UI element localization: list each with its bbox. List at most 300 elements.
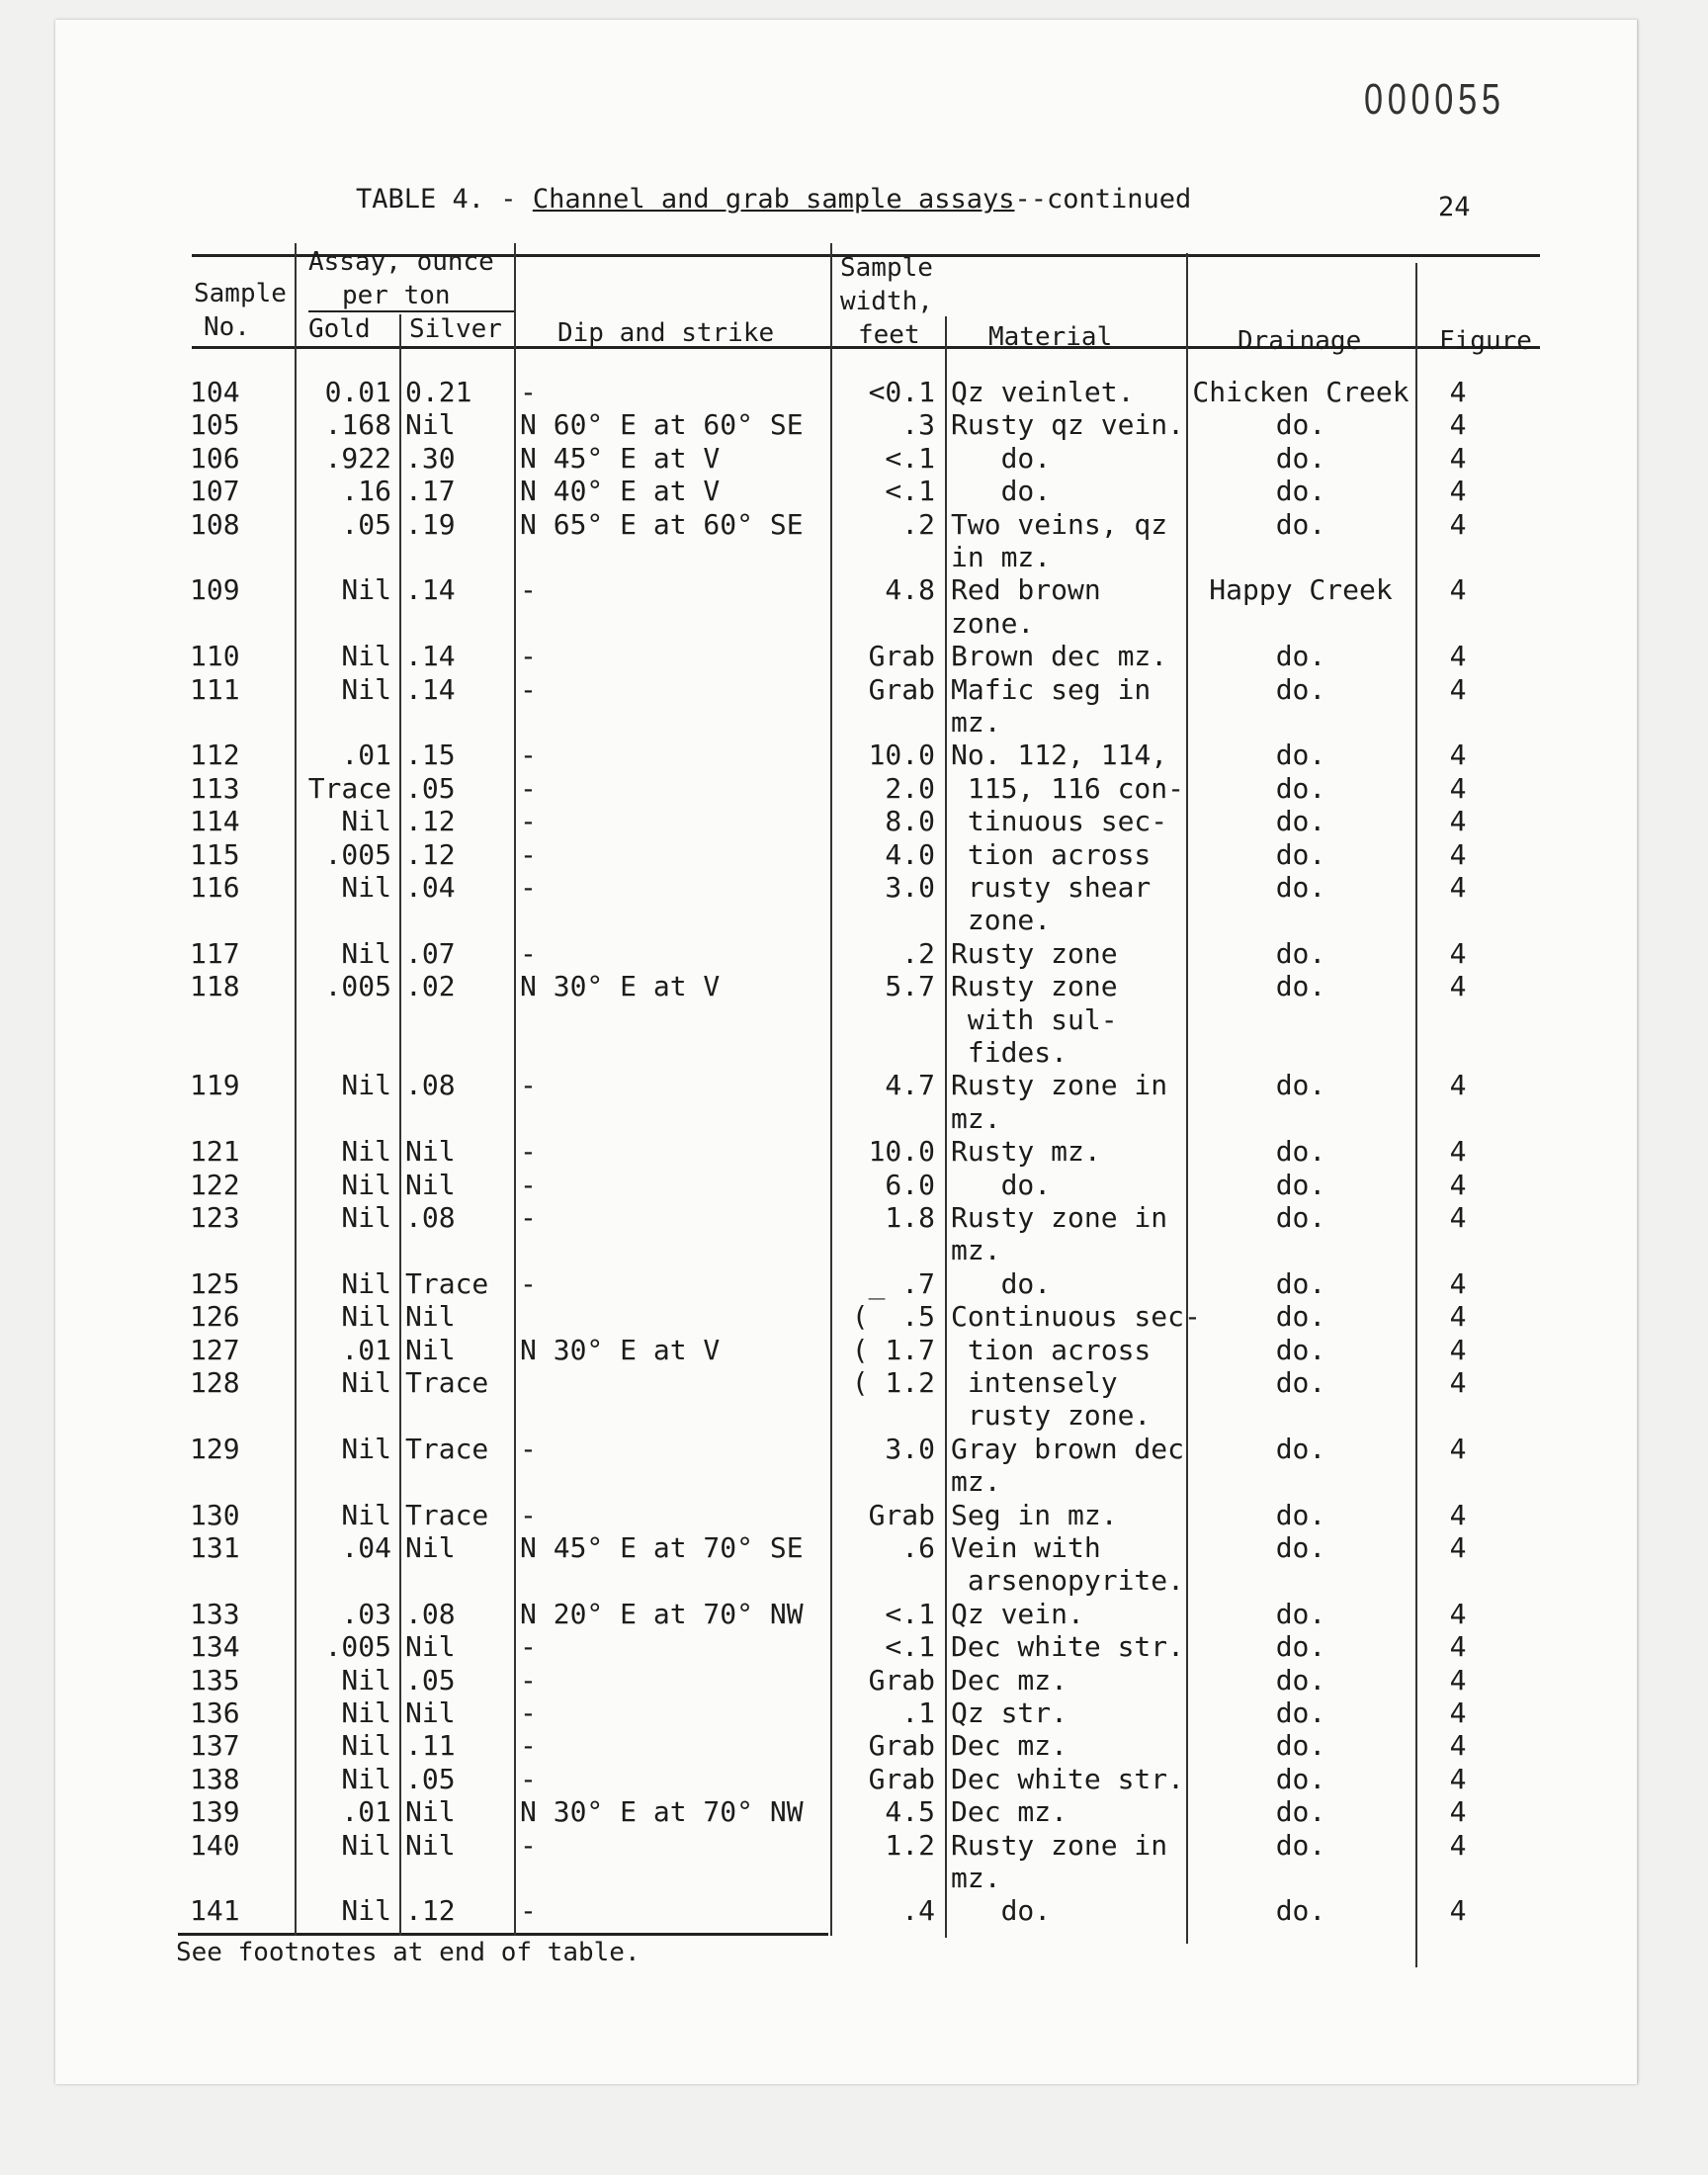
cell-gold: Nil xyxy=(341,1168,391,1201)
cell-width: 10.0 xyxy=(868,1135,935,1169)
cell-drainage: Happy Creek xyxy=(1209,573,1393,607)
cell-gold: .168 xyxy=(324,408,391,442)
cell-gold: 0.01 xyxy=(324,376,391,408)
cell-no: 114 xyxy=(190,805,240,838)
cell-silver: Nil xyxy=(405,1531,456,1564)
cell-no: 104 xyxy=(190,376,240,408)
cell-material: Dec mz. xyxy=(951,1663,1068,1696)
cell-silver: .07 xyxy=(405,936,456,970)
cell-no: 113 xyxy=(190,771,240,805)
cell-gold: Nil xyxy=(341,1828,391,1862)
cell-material: Red brown xyxy=(951,573,1101,607)
cell-drainage: do. xyxy=(1275,1630,1326,1664)
cell-drainage: do. xyxy=(1275,1597,1326,1630)
cell-dip: - xyxy=(520,837,537,871)
cell-silver: Trace xyxy=(405,1366,489,1399)
cell-no: 127 xyxy=(190,1333,240,1366)
cell-silver: Nil xyxy=(405,1333,456,1366)
cell-no: 110 xyxy=(190,640,240,673)
cell-width: ( .5 xyxy=(851,1300,935,1334)
cell-no: 119 xyxy=(190,1069,240,1102)
cell-silver: Nil xyxy=(405,1168,456,1201)
cell-no: 112 xyxy=(190,739,240,772)
cell-material: zone. xyxy=(951,606,1035,640)
table-title xyxy=(356,184,1191,215)
cell-figure: 4 xyxy=(1449,1168,1467,1201)
cell-no: 122 xyxy=(190,1168,240,1201)
cell-width: Grab xyxy=(868,1663,935,1696)
cell-figure: 4 xyxy=(1449,837,1467,871)
cell-material: Rusty zone in xyxy=(951,1201,1168,1234)
header-width-2: width, xyxy=(840,287,933,316)
cell-no: 129 xyxy=(190,1432,240,1465)
cell-width: Grab xyxy=(868,1729,935,1763)
cell-width: 1.2 xyxy=(885,1828,935,1862)
cell-dip: - xyxy=(520,573,537,607)
cell-width: 4.5 xyxy=(885,1795,935,1829)
table-bottom-rule xyxy=(178,1933,828,1936)
cell-drainage: do. xyxy=(1275,1069,1326,1102)
page-stamp: 000055 xyxy=(1364,75,1505,124)
cell-silver: .05 xyxy=(405,1762,456,1795)
cell-silver: .08 xyxy=(405,1597,456,1630)
cell-figure: 4 xyxy=(1449,805,1467,838)
cell-width: 6.0 xyxy=(885,1168,935,1201)
cell-figure: 4 xyxy=(1449,640,1467,673)
cell-width: Grab xyxy=(868,1498,935,1531)
cell-figure: 4 xyxy=(1449,475,1467,508)
cell-material: with sul- xyxy=(951,1002,1118,1036)
cell-drainage: Chicken Creek xyxy=(1192,376,1409,408)
cell-width: 4.8 xyxy=(885,573,935,607)
cell-dip: - xyxy=(520,1266,537,1300)
cell-silver: Nil xyxy=(405,1696,456,1729)
cell-silver: Nil xyxy=(405,1300,456,1334)
header-gold: Gold xyxy=(308,314,371,344)
cell-figure: 4 xyxy=(1449,672,1467,706)
cell-no: 141 xyxy=(190,1894,240,1928)
cell-material: Mafic seg in xyxy=(951,672,1152,706)
cell-no: 109 xyxy=(190,573,240,607)
header-silver: Silver xyxy=(409,314,502,344)
cell-no: 116 xyxy=(190,871,240,904)
cell-material: mz. xyxy=(951,1234,1001,1267)
cell-dip: - xyxy=(520,1201,537,1234)
col-line-1 xyxy=(295,243,297,1936)
cell-material: Dec mz. xyxy=(951,1795,1068,1829)
cell-dip: - xyxy=(520,805,537,838)
cell-dip: N 30° E at V xyxy=(520,970,721,1003)
cell-dip: - xyxy=(520,1069,537,1102)
cell-figure: 4 xyxy=(1449,1762,1467,1795)
title-prefix: TABLE 4. - xyxy=(356,184,533,215)
cell-dip: N 30° E at V xyxy=(520,1333,721,1366)
cell-drainage: do. xyxy=(1275,1432,1326,1465)
cell-no: 105 xyxy=(190,408,240,442)
cell-drainage: do. xyxy=(1275,1663,1326,1696)
cell-width: ( 1.7 xyxy=(851,1333,935,1366)
page-number: 24 xyxy=(1438,192,1471,222)
cell-gold: Nil xyxy=(341,1266,391,1300)
cell-no: 108 xyxy=(190,507,240,541)
cell-drainage: do. xyxy=(1275,1795,1326,1829)
cell-width: .6 xyxy=(901,1531,935,1564)
cell-figure: 4 xyxy=(1449,1597,1467,1630)
cell-dip: N 30° E at 70° NW xyxy=(520,1795,804,1829)
cell-no: 131 xyxy=(190,1531,240,1564)
cell-gold: .005 xyxy=(324,970,391,1003)
cell-material: Dec mz. xyxy=(951,1729,1068,1763)
cell-silver: Trace xyxy=(405,1498,489,1531)
cell-material: Qz veinlet. xyxy=(951,376,1135,408)
cell-width: 4.0 xyxy=(885,837,935,871)
cell-material: zone. xyxy=(951,904,1052,937)
cell-width: 2.0 xyxy=(885,771,935,805)
cell-no: 138 xyxy=(190,1762,240,1795)
cell-gold: Nil xyxy=(341,672,391,706)
cell-width: .2 xyxy=(901,936,935,970)
cell-width: 4.7 xyxy=(885,1069,935,1102)
cell-silver: Nil xyxy=(405,1630,456,1664)
cell-width: <.1 xyxy=(885,441,935,475)
cell-no: 117 xyxy=(190,936,240,970)
cell-material: fides. xyxy=(951,1036,1068,1069)
cell-width: 8.0 xyxy=(885,805,935,838)
cell-dip: N 60° E at 60° SE xyxy=(520,408,804,442)
cell-dip: - xyxy=(520,1498,537,1531)
cell-figure: 4 xyxy=(1449,573,1467,607)
cell-drainage: do. xyxy=(1275,640,1326,673)
cell-no: 121 xyxy=(190,1135,240,1169)
cell-dip: - xyxy=(520,1729,537,1763)
cell-drainage: do. xyxy=(1275,805,1326,838)
cell-drainage: do. xyxy=(1275,1498,1326,1531)
cell-no: 139 xyxy=(190,1795,240,1829)
cell-silver: .12 xyxy=(405,837,456,871)
cell-dip: - xyxy=(520,1663,537,1696)
cell-material: tion across xyxy=(951,837,1152,871)
cell-dip: N 45° E at 70° SE xyxy=(520,1531,804,1564)
cell-drainage: do. xyxy=(1275,1828,1326,1862)
cell-silver: .04 xyxy=(405,871,456,904)
cell-drainage: do. xyxy=(1275,1366,1326,1399)
cell-drainage: do. xyxy=(1275,1729,1326,1763)
cell-material: Rusty zone in xyxy=(951,1069,1168,1102)
cell-gold: Nil xyxy=(341,1894,391,1928)
cell-no: 134 xyxy=(190,1630,240,1664)
cell-width: .1 xyxy=(901,1696,935,1729)
cell-silver: .19 xyxy=(405,507,456,541)
cell-drainage: do. xyxy=(1275,1201,1326,1234)
cell-gold: .16 xyxy=(341,475,391,508)
cell-no: 130 xyxy=(190,1498,240,1531)
cell-gold: .01 xyxy=(341,739,391,772)
cell-material: do. xyxy=(951,441,1052,475)
header-assay-2: per ton xyxy=(342,281,451,310)
cell-gold: Nil xyxy=(341,1663,391,1696)
cell-no: 123 xyxy=(190,1201,240,1234)
cell-figure: 4 xyxy=(1449,871,1467,904)
cell-dip: - xyxy=(520,739,537,772)
cell-material: Rusty mz. xyxy=(951,1135,1101,1169)
cell-figure: 4 xyxy=(1449,739,1467,772)
cell-figure: 4 xyxy=(1449,1135,1467,1169)
cell-dip: - xyxy=(520,640,537,673)
cell-figure: 4 xyxy=(1449,771,1467,805)
cell-dip: - xyxy=(520,1696,537,1729)
cell-material: Dec white str. xyxy=(951,1630,1185,1664)
cell-gold: Nil xyxy=(341,936,391,970)
cell-material: Continuous sec- xyxy=(951,1300,1201,1334)
cell-drainage: do. xyxy=(1275,408,1326,442)
header-sample-1: Sample xyxy=(194,279,287,308)
cell-width: <0.1 xyxy=(868,376,935,408)
col-line-7 xyxy=(1415,263,1417,1967)
cell-silver: .14 xyxy=(405,640,456,673)
cell-no: 136 xyxy=(190,1696,240,1729)
cell-silver: .12 xyxy=(405,1894,456,1928)
cell-dip: - xyxy=(520,771,537,805)
cell-drainage: do. xyxy=(1275,1135,1326,1169)
cell-figure: 4 xyxy=(1449,1366,1467,1399)
cell-no: 135 xyxy=(190,1663,240,1696)
cell-gold: Nil xyxy=(341,1135,391,1169)
cell-drainage: do. xyxy=(1275,771,1326,805)
cell-figure: 4 xyxy=(1449,1795,1467,1829)
cell-width: <.1 xyxy=(885,1597,935,1630)
cell-no: 133 xyxy=(190,1597,240,1630)
cell-silver: .05 xyxy=(405,1663,456,1696)
cell-silver: .12 xyxy=(405,805,456,838)
cell-material: Seg in mz. xyxy=(951,1498,1118,1531)
cell-gold: Nil xyxy=(341,871,391,904)
cell-dip: - xyxy=(520,1828,537,1862)
cell-no: 125 xyxy=(190,1266,240,1300)
cell-figure: 4 xyxy=(1449,1729,1467,1763)
cell-dip: - xyxy=(520,1432,537,1465)
cell-silver: Nil xyxy=(405,1828,456,1862)
cell-dip: N 45° E at V xyxy=(520,441,721,475)
cell-width: .3 xyxy=(901,408,935,442)
cell-figure: 4 xyxy=(1449,1432,1467,1465)
title-underlined: Channel and grab sample assays xyxy=(532,184,1015,215)
cell-drainage: do. xyxy=(1275,837,1326,871)
cell-figure: 4 xyxy=(1449,970,1467,1003)
cell-material: Dec white str. xyxy=(951,1762,1185,1795)
cell-material: Rusty qz vein. xyxy=(951,408,1185,442)
cell-silver: .08 xyxy=(405,1201,456,1234)
cell-material: Rusty zone in xyxy=(951,1828,1168,1862)
cell-gold: Nil xyxy=(341,1729,391,1763)
cell-gold: .01 xyxy=(341,1795,391,1829)
cell-no: 137 xyxy=(190,1729,240,1763)
cell-figure: 4 xyxy=(1449,1696,1467,1729)
cell-gold: .005 xyxy=(324,1630,391,1664)
cell-gold: .04 xyxy=(341,1531,391,1564)
cell-material: Rusty zone xyxy=(951,970,1118,1003)
cell-dip: - xyxy=(520,1168,537,1201)
col-line-4 xyxy=(830,243,832,1936)
cell-dip: - xyxy=(520,871,537,904)
cell-figure: 4 xyxy=(1449,1201,1467,1234)
cell-no: 111 xyxy=(190,672,240,706)
cell-silver: .17 xyxy=(405,475,456,508)
cell-silver: Nil xyxy=(405,1135,456,1169)
header-width-3: feet xyxy=(858,320,920,350)
cell-material: rusty shear xyxy=(951,871,1152,904)
header-material: Material xyxy=(988,322,1113,352)
cell-no: 106 xyxy=(190,441,240,475)
cell-silver: .15 xyxy=(405,739,456,772)
cell-gold: .005 xyxy=(324,837,391,871)
cell-no: 126 xyxy=(190,1300,240,1334)
cell-material: 115, 116 con- xyxy=(951,771,1185,805)
cell-silver: .11 xyxy=(405,1729,456,1763)
col-line-2 xyxy=(399,314,401,1936)
cell-figure: 4 xyxy=(1449,1300,1467,1334)
cell-drainage: do. xyxy=(1275,1266,1326,1300)
cell-gold: Nil xyxy=(341,1762,391,1795)
cell-dip: - xyxy=(520,672,537,706)
cell-width: ( 1.2 xyxy=(851,1366,935,1399)
cell-material: No. 112, 114, xyxy=(951,739,1168,772)
cell-width: Grab xyxy=(868,1762,935,1795)
cell-figure: 4 xyxy=(1449,441,1467,475)
cell-width: 3.0 xyxy=(885,871,935,904)
cell-width: 3.0 xyxy=(885,1432,935,1465)
cell-material: Brown dec mz. xyxy=(951,640,1168,673)
cell-material: do. xyxy=(951,1168,1052,1201)
cell-figure: 4 xyxy=(1449,936,1467,970)
assay-underline-rule xyxy=(308,310,514,312)
cell-gold: Nil xyxy=(341,1696,391,1729)
header-drainage: Drainage xyxy=(1238,326,1362,356)
cell-no: 140 xyxy=(190,1828,240,1862)
cell-figure: 4 xyxy=(1449,1630,1467,1664)
cell-material: arsenopyrite. xyxy=(951,1564,1185,1598)
col-line-3 xyxy=(514,243,516,1936)
cell-drainage: do. xyxy=(1275,507,1326,541)
header-assay-1: Assay, ounce xyxy=(308,247,494,277)
cell-material: Rusty zone xyxy=(951,936,1118,970)
cell-dip: N 40° E at V xyxy=(520,475,721,508)
cell-gold: Nil xyxy=(341,1366,391,1399)
cell-drainage: do. xyxy=(1275,936,1326,970)
cell-figure: 4 xyxy=(1449,1531,1467,1564)
cell-material: Qz vein. xyxy=(951,1597,1084,1630)
cell-gold: Nil xyxy=(341,573,391,607)
cell-width: <.1 xyxy=(885,475,935,508)
cell-width: _ .7 xyxy=(868,1266,935,1300)
footnote: See footnotes at end of table. xyxy=(176,1938,640,1967)
cell-drainage: do. xyxy=(1275,441,1326,475)
cell-dip: N 20° E at 70° NW xyxy=(520,1597,804,1630)
cell-drainage: do. xyxy=(1275,475,1326,508)
cell-no: 128 xyxy=(190,1366,240,1399)
cell-width: .2 xyxy=(901,507,935,541)
cell-width: 5.7 xyxy=(885,970,935,1003)
cell-width: .4 xyxy=(901,1894,935,1928)
cell-figure: 4 xyxy=(1449,1266,1467,1300)
cell-gold: Nil xyxy=(341,805,391,838)
cell-silver: .14 xyxy=(405,672,456,706)
cell-gold: .01 xyxy=(341,1333,391,1366)
cell-silver: .30 xyxy=(405,441,456,475)
cell-dip: N 65° E at 60° SE xyxy=(520,507,804,541)
cell-figure: 4 xyxy=(1449,1663,1467,1696)
cell-drainage: do. xyxy=(1275,739,1326,772)
cell-gold: Nil xyxy=(341,1201,391,1234)
header-dip: Dip and strike xyxy=(557,318,775,348)
cell-material: do. xyxy=(951,1266,1052,1300)
cell-dip: - xyxy=(520,1762,537,1795)
cell-gold: Nil xyxy=(341,1300,391,1334)
cell-silver: .08 xyxy=(405,1069,456,1102)
cell-width: 10.0 xyxy=(868,739,935,772)
cell-material: Vein with xyxy=(951,1531,1101,1564)
cell-dip: - xyxy=(520,1135,537,1169)
cell-silver: Trace xyxy=(405,1432,489,1465)
cell-silver: .02 xyxy=(405,970,456,1003)
cell-drainage: do. xyxy=(1275,970,1326,1003)
cell-gold: .922 xyxy=(324,441,391,475)
cell-material: in mz. xyxy=(951,541,1052,573)
cell-no: 115 xyxy=(190,837,240,871)
cell-material: mz. xyxy=(951,1101,1001,1135)
cell-material: Two veins, qz xyxy=(951,507,1168,541)
cell-material: mz. xyxy=(951,706,1001,739)
cell-gold: .03 xyxy=(341,1597,391,1630)
cell-gold: Nil xyxy=(341,1498,391,1531)
title-suffix: --continued xyxy=(1014,184,1192,215)
cell-drainage: do. xyxy=(1275,1333,1326,1366)
cell-drainage: do. xyxy=(1275,1168,1326,1201)
cell-drainage: do. xyxy=(1275,672,1326,706)
cell-dip: - xyxy=(520,376,537,408)
cell-gold: Nil xyxy=(341,640,391,673)
cell-gold: Nil xyxy=(341,1432,391,1465)
header-figure: Figure xyxy=(1439,326,1532,356)
cell-figure: 4 xyxy=(1449,408,1467,442)
cell-material: tinuous sec- xyxy=(951,805,1168,838)
cell-no: 118 xyxy=(190,970,240,1003)
cell-silver: .14 xyxy=(405,573,456,607)
cell-gold: Nil xyxy=(341,1069,391,1102)
cell-figure: 4 xyxy=(1449,1894,1467,1928)
cell-dip: - xyxy=(520,1630,537,1664)
cell-gold: Trace xyxy=(307,771,391,805)
cell-silver: 0.21 xyxy=(405,376,472,408)
cell-silver: Trace xyxy=(405,1266,489,1300)
cell-material: do. xyxy=(951,475,1052,508)
cell-figure: 4 xyxy=(1449,1498,1467,1531)
cell-gold: .05 xyxy=(341,507,391,541)
cell-width: <.1 xyxy=(885,1630,935,1664)
cell-drainage: do. xyxy=(1275,871,1326,904)
cell-figure: 4 xyxy=(1449,1333,1467,1366)
cell-silver: Nil xyxy=(405,408,456,442)
cell-silver: .05 xyxy=(405,771,456,805)
cell-width: Grab xyxy=(868,672,935,706)
cell-material: mz. xyxy=(951,1862,1001,1894)
cell-material: Gray brown dec xyxy=(951,1432,1185,1465)
cell-figure: 4 xyxy=(1449,507,1467,541)
cell-material: rusty zone. xyxy=(951,1399,1152,1433)
cell-material: tion across xyxy=(951,1333,1152,1366)
cell-drainage: do. xyxy=(1275,1762,1326,1795)
cell-figure: 4 xyxy=(1449,376,1467,408)
cell-material: Qz str. xyxy=(951,1696,1068,1729)
